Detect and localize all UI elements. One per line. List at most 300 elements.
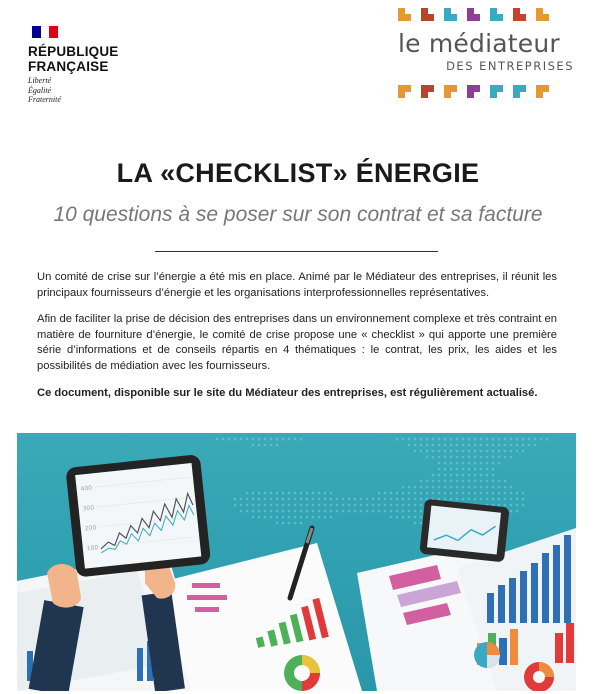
- map-dot: [408, 444, 411, 447]
- map-dot: [402, 516, 405, 519]
- map-dot: [438, 456, 441, 459]
- map-dot: [378, 492, 381, 495]
- map-dot: [360, 498, 363, 501]
- map-dot: [468, 450, 471, 453]
- map-dot: [264, 492, 267, 495]
- map-dot: [252, 444, 255, 447]
- map-dot: [324, 510, 327, 513]
- map-dot: [492, 438, 495, 441]
- map-dot: [456, 468, 459, 471]
- logo-square: [467, 8, 480, 21]
- map-dot: [408, 492, 411, 495]
- map-dot: [330, 516, 333, 519]
- map-dot: [420, 438, 423, 441]
- map-dot: [444, 450, 447, 453]
- map-dot: [282, 438, 285, 441]
- map-dot: [450, 444, 453, 447]
- map-dot: [516, 438, 519, 441]
- map-dot: [402, 438, 405, 441]
- map-dot: [456, 474, 459, 477]
- map-dot: [480, 456, 483, 459]
- map-dot: [318, 504, 321, 507]
- map-dot: [492, 462, 495, 465]
- map-dot: [396, 510, 399, 513]
- logo-squares-bottom: [398, 85, 574, 99]
- map-dot: [270, 498, 273, 501]
- map-dot: [444, 456, 447, 459]
- map-dot: [486, 486, 489, 489]
- map-dot: [420, 498, 423, 501]
- map-dot: [480, 474, 483, 477]
- intro-paragraph: Un comité de crise sur l’énergie a été mis en place. Animé par le Médiateur des entreprises, il réunit les principaux fournisseurs d’énergie et les organisations interprofessionnelles représentatives.: [37, 271, 557, 299]
- map-dot: [300, 438, 303, 441]
- map-dot: [252, 516, 255, 519]
- map-dot: [468, 462, 471, 465]
- map-dot: [498, 492, 501, 495]
- map-dot: [420, 444, 423, 447]
- map-dot: [426, 450, 429, 453]
- map-dot: [420, 510, 423, 513]
- map-dot: [276, 510, 279, 513]
- map-dot: [300, 498, 303, 501]
- map-dot: [414, 438, 417, 441]
- map-dot: [354, 510, 357, 513]
- map-dot: [504, 480, 507, 483]
- map-dot: [510, 438, 513, 441]
- map-dot: [336, 504, 339, 507]
- map-dot: [414, 498, 417, 501]
- map-dot: [306, 504, 309, 507]
- map-dot: [516, 504, 519, 507]
- map-dot: [534, 444, 537, 447]
- map-dot: [462, 498, 465, 501]
- map-dot: [462, 438, 465, 441]
- map-dot: [264, 444, 267, 447]
- map-dot: [420, 504, 423, 507]
- map-dot: [390, 492, 393, 495]
- map-dot: [480, 462, 483, 465]
- map-dot: [468, 456, 471, 459]
- map-dot: [528, 444, 531, 447]
- map-dot: [450, 456, 453, 459]
- map-dot: [294, 498, 297, 501]
- map-dot: [288, 516, 291, 519]
- map-dot: [462, 444, 465, 447]
- logo-square: [513, 85, 526, 98]
- map-dot: [234, 504, 237, 507]
- tablet-axis-label: 300: [82, 504, 95, 513]
- map-dot: [420, 480, 423, 483]
- map-dot: [402, 486, 405, 489]
- map-dot: [300, 510, 303, 513]
- map-dot: [474, 450, 477, 453]
- pie-chart-right: [474, 642, 500, 668]
- map-dot: [420, 516, 423, 519]
- logo-square: [490, 8, 503, 21]
- map-dot: [450, 438, 453, 441]
- map-dot: [282, 516, 285, 519]
- map-dot: [384, 504, 387, 507]
- map-dot: [480, 438, 483, 441]
- map-dot: [294, 510, 297, 513]
- map-dot: [414, 444, 417, 447]
- map-dot: [402, 504, 405, 507]
- map-dot: [414, 522, 417, 525]
- map-dot: [294, 492, 297, 495]
- map-dot: [432, 474, 435, 477]
- map-dot: [282, 492, 285, 495]
- small-tablet-icon: [419, 499, 509, 563]
- map-dot: [480, 480, 483, 483]
- map-dot: [438, 438, 441, 441]
- map-dot: [474, 474, 477, 477]
- logo-square: [421, 8, 434, 21]
- logo-square: [421, 85, 434, 98]
- map-dot: [498, 444, 501, 447]
- map-dot: [240, 498, 243, 501]
- map-dot: [420, 486, 423, 489]
- map-dot: [480, 492, 483, 495]
- map-dot: [354, 498, 357, 501]
- map-dot: [504, 492, 507, 495]
- map-dot: [414, 510, 417, 513]
- map-dot: [474, 486, 477, 489]
- map-dot: [264, 498, 267, 501]
- map-dot: [306, 510, 309, 513]
- map-dot: [366, 510, 369, 513]
- map-dot: [462, 456, 465, 459]
- map-dot: [474, 438, 477, 441]
- map-dot: [468, 474, 471, 477]
- map-dot: [408, 498, 411, 501]
- map-dot: [486, 474, 489, 477]
- map-dot: [396, 498, 399, 501]
- map-dot: [462, 492, 465, 495]
- map-dot: [468, 438, 471, 441]
- map-dot: [486, 456, 489, 459]
- map-dot: [402, 510, 405, 513]
- map-dot: [420, 522, 423, 525]
- map-dot: [432, 450, 435, 453]
- map-dot: [486, 450, 489, 453]
- map-dot: [456, 498, 459, 501]
- republique-motto: [28, 76, 119, 105]
- map-dot: [516, 444, 519, 447]
- map-dot: [444, 498, 447, 501]
- map-dot: [492, 474, 495, 477]
- map-dot: [492, 498, 495, 501]
- map-dot: [318, 510, 321, 513]
- map-dot: [312, 516, 315, 519]
- map-dot: [360, 504, 363, 507]
- map-dot: [444, 468, 447, 471]
- map-dot: [450, 474, 453, 477]
- map-dot: [282, 522, 285, 525]
- map-dot: [360, 510, 363, 513]
- map-dot: [534, 438, 537, 441]
- map-dot: [504, 486, 507, 489]
- tablet-axis-label: 100: [86, 544, 99, 553]
- map-dot: [468, 444, 471, 447]
- map-dot: [276, 498, 279, 501]
- map-dot: [276, 438, 279, 441]
- map-dot: [408, 516, 411, 519]
- map-dot: [432, 438, 435, 441]
- republique-line2: FRANÇAISE: [28, 59, 109, 74]
- map-dot: [432, 480, 435, 483]
- map-dot: [438, 492, 441, 495]
- motto-egalite: Égalité: [28, 85, 52, 95]
- mediateur-logo: [398, 8, 574, 99]
- map-dot: [408, 510, 411, 513]
- map-dot: [528, 438, 531, 441]
- map-dot: [498, 504, 501, 507]
- map-dot: [492, 480, 495, 483]
- map-dot: [462, 468, 465, 471]
- map-dot: [432, 456, 435, 459]
- map-dot: [246, 492, 249, 495]
- map-dot: [294, 504, 297, 507]
- map-dot: [306, 492, 309, 495]
- map-dot: [378, 510, 381, 513]
- map-dot: [366, 504, 369, 507]
- map-dot: [342, 510, 345, 513]
- map-dot: [414, 504, 417, 507]
- map-dot: [438, 498, 441, 501]
- tablet-axis-label: 400: [80, 484, 93, 493]
- map-dot: [456, 438, 459, 441]
- map-dot: [426, 444, 429, 447]
- map-dot: [288, 504, 291, 507]
- map-dot: [468, 468, 471, 471]
- map-dot: [438, 444, 441, 447]
- map-dot: [498, 456, 501, 459]
- map-dot: [516, 492, 519, 495]
- map-dot: [432, 492, 435, 495]
- map-dot: [510, 456, 513, 459]
- map-dot: [462, 486, 465, 489]
- map-dot: [516, 510, 519, 513]
- map-dot: [438, 474, 441, 477]
- map-dot: [474, 480, 477, 483]
- map-dot: [288, 492, 291, 495]
- mediateur-title: le médiateur: [398, 29, 560, 58]
- map-dot: [396, 504, 399, 507]
- map-dot: [486, 468, 489, 471]
- map-dot: [462, 480, 465, 483]
- map-dot: [300, 522, 303, 525]
- map-dot: [516, 450, 519, 453]
- map-dot: [324, 504, 327, 507]
- map-dot: [300, 504, 303, 507]
- map-dot: [540, 438, 543, 441]
- tablet-axis-label: 200: [84, 524, 97, 533]
- logo-square: [536, 85, 549, 98]
- document-subtitle: 10 questions à se poser sur son contrat et sa facture: [53, 203, 543, 226]
- map-dot: [450, 492, 453, 495]
- map-dot: [510, 498, 513, 501]
- map-dot: [246, 438, 249, 441]
- map-dot: [372, 510, 375, 513]
- map-dot: [372, 504, 375, 507]
- map-dot: [450, 486, 453, 489]
- map-dot: [246, 510, 249, 513]
- map-dot: [384, 498, 387, 501]
- map-dot: [498, 480, 501, 483]
- map-dot: [240, 438, 243, 441]
- map-dot: [510, 444, 513, 447]
- map-dot: [300, 516, 303, 519]
- map-dot: [414, 516, 417, 519]
- map-dot: [456, 480, 459, 483]
- map-dot: [456, 492, 459, 495]
- map-dot: [432, 444, 435, 447]
- map-dot: [504, 456, 507, 459]
- map-dot: [318, 492, 321, 495]
- map-dot: [498, 498, 501, 501]
- map-dot: [402, 492, 405, 495]
- map-dot: [426, 486, 429, 489]
- map-dot: [510, 492, 513, 495]
- document-title: LA «CHECKLIST» ÉNERGIE: [116, 158, 480, 188]
- map-dot: [258, 498, 261, 501]
- map-dot: [426, 438, 429, 441]
- map-dot: [258, 516, 261, 519]
- map-dot: [486, 498, 489, 501]
- map-dot: [330, 492, 333, 495]
- map-dot: [366, 498, 369, 501]
- map-dot: [492, 486, 495, 489]
- map-dot: [420, 492, 423, 495]
- map-dot: [480, 498, 483, 501]
- map-dot: [414, 492, 417, 495]
- map-dot: [270, 504, 273, 507]
- map-dot: [276, 444, 279, 447]
- map-dot: [342, 504, 345, 507]
- map-dot: [426, 480, 429, 483]
- map-dot: [516, 498, 519, 501]
- map-dot: [438, 450, 441, 453]
- map-dot: [492, 456, 495, 459]
- map-dot: [486, 492, 489, 495]
- map-dot: [270, 444, 273, 447]
- map-dot: [456, 450, 459, 453]
- map-dot: [480, 444, 483, 447]
- map-dot: [462, 474, 465, 477]
- map-dot: [522, 498, 525, 501]
- map-dot: [288, 498, 291, 501]
- map-dot: [462, 462, 465, 465]
- map-dot: [270, 492, 273, 495]
- map-dot: [474, 456, 477, 459]
- map-dot: [264, 438, 267, 441]
- map-dot: [252, 498, 255, 501]
- logo-square: [513, 8, 526, 21]
- map-dot: [456, 456, 459, 459]
- map-dot: [270, 516, 273, 519]
- republique-francaise-logo: [28, 26, 119, 105]
- map-dot: [504, 438, 507, 441]
- map-dot: [438, 480, 441, 483]
- map-dot: [522, 450, 525, 453]
- map-dot: [498, 450, 501, 453]
- map-dot: [336, 498, 339, 501]
- map-dot: [264, 516, 267, 519]
- map-dot: [324, 492, 327, 495]
- map-dot: [258, 510, 261, 513]
- map-dot: [498, 462, 501, 465]
- map-dot: [312, 492, 315, 495]
- map-dot: [240, 504, 243, 507]
- map-dot: [258, 438, 261, 441]
- map-dot: [252, 504, 255, 507]
- map-dot: [480, 486, 483, 489]
- map-dot: [462, 450, 465, 453]
- map-dot: [276, 492, 279, 495]
- map-dot: [330, 504, 333, 507]
- map-dot: [270, 438, 273, 441]
- map-dot: [306, 498, 309, 501]
- checklist-paragraph: Afin de faciliter la prise de décision des entreprises dans un environnement complexe et très contraint en matière de fourniture d’énergie, le comité de crise propose une « checklist » qui apporte une première série d’informations et de conseils répartis en 4 thématiques : le contrat, les prix, les aides et les possibilités de médiation avec les fournisseurs.: [37, 313, 557, 372]
- mediateur-subtitle: DES ENTREPRISES: [446, 59, 574, 73]
- map-dot: [492, 492, 495, 495]
- logo-square: [398, 85, 411, 98]
- map-dot: [282, 510, 285, 513]
- logo-squares-top: [398, 8, 574, 22]
- pie-chart-bottom-right: [524, 662, 554, 691]
- map-dot: [510, 486, 513, 489]
- map-dot: [288, 510, 291, 513]
- map-dot: [390, 504, 393, 507]
- map-dot: [456, 444, 459, 447]
- map-dot: [468, 498, 471, 501]
- map-dot: [492, 450, 495, 453]
- map-dot: [324, 516, 327, 519]
- map-dot: [306, 516, 309, 519]
- map-dot: [348, 510, 351, 513]
- map-dot: [252, 492, 255, 495]
- map-dot: [330, 498, 333, 501]
- map-dot: [468, 480, 471, 483]
- map-dot: [456, 486, 459, 489]
- map-dot: [414, 450, 417, 453]
- map-dot: [396, 516, 399, 519]
- map-dot: [372, 498, 375, 501]
- map-dot: [486, 438, 489, 441]
- map-dot: [450, 468, 453, 471]
- map-dot: [408, 504, 411, 507]
- french-flag-icon: [32, 26, 58, 38]
- map-dot: [450, 462, 453, 465]
- map-dot: [444, 474, 447, 477]
- map-dot: [510, 450, 513, 453]
- map-dot: [474, 498, 477, 501]
- map-dot: [234, 498, 237, 501]
- map-dot: [348, 498, 351, 501]
- map-dot: [402, 498, 405, 501]
- map-dot: [468, 492, 471, 495]
- update-note: Ce document, disponible sur le site du Médiateur des entreprises, est régulièrement actualisé.: [37, 386, 538, 399]
- map-dot: [486, 480, 489, 483]
- map-dot: [276, 504, 279, 507]
- map-dot: [444, 486, 447, 489]
- map-dot: [522, 438, 525, 441]
- map-dot: [270, 510, 273, 513]
- map-dot: [390, 516, 393, 519]
- map-dot: [300, 492, 303, 495]
- map-dot: [390, 498, 393, 501]
- map-dot: [414, 486, 417, 489]
